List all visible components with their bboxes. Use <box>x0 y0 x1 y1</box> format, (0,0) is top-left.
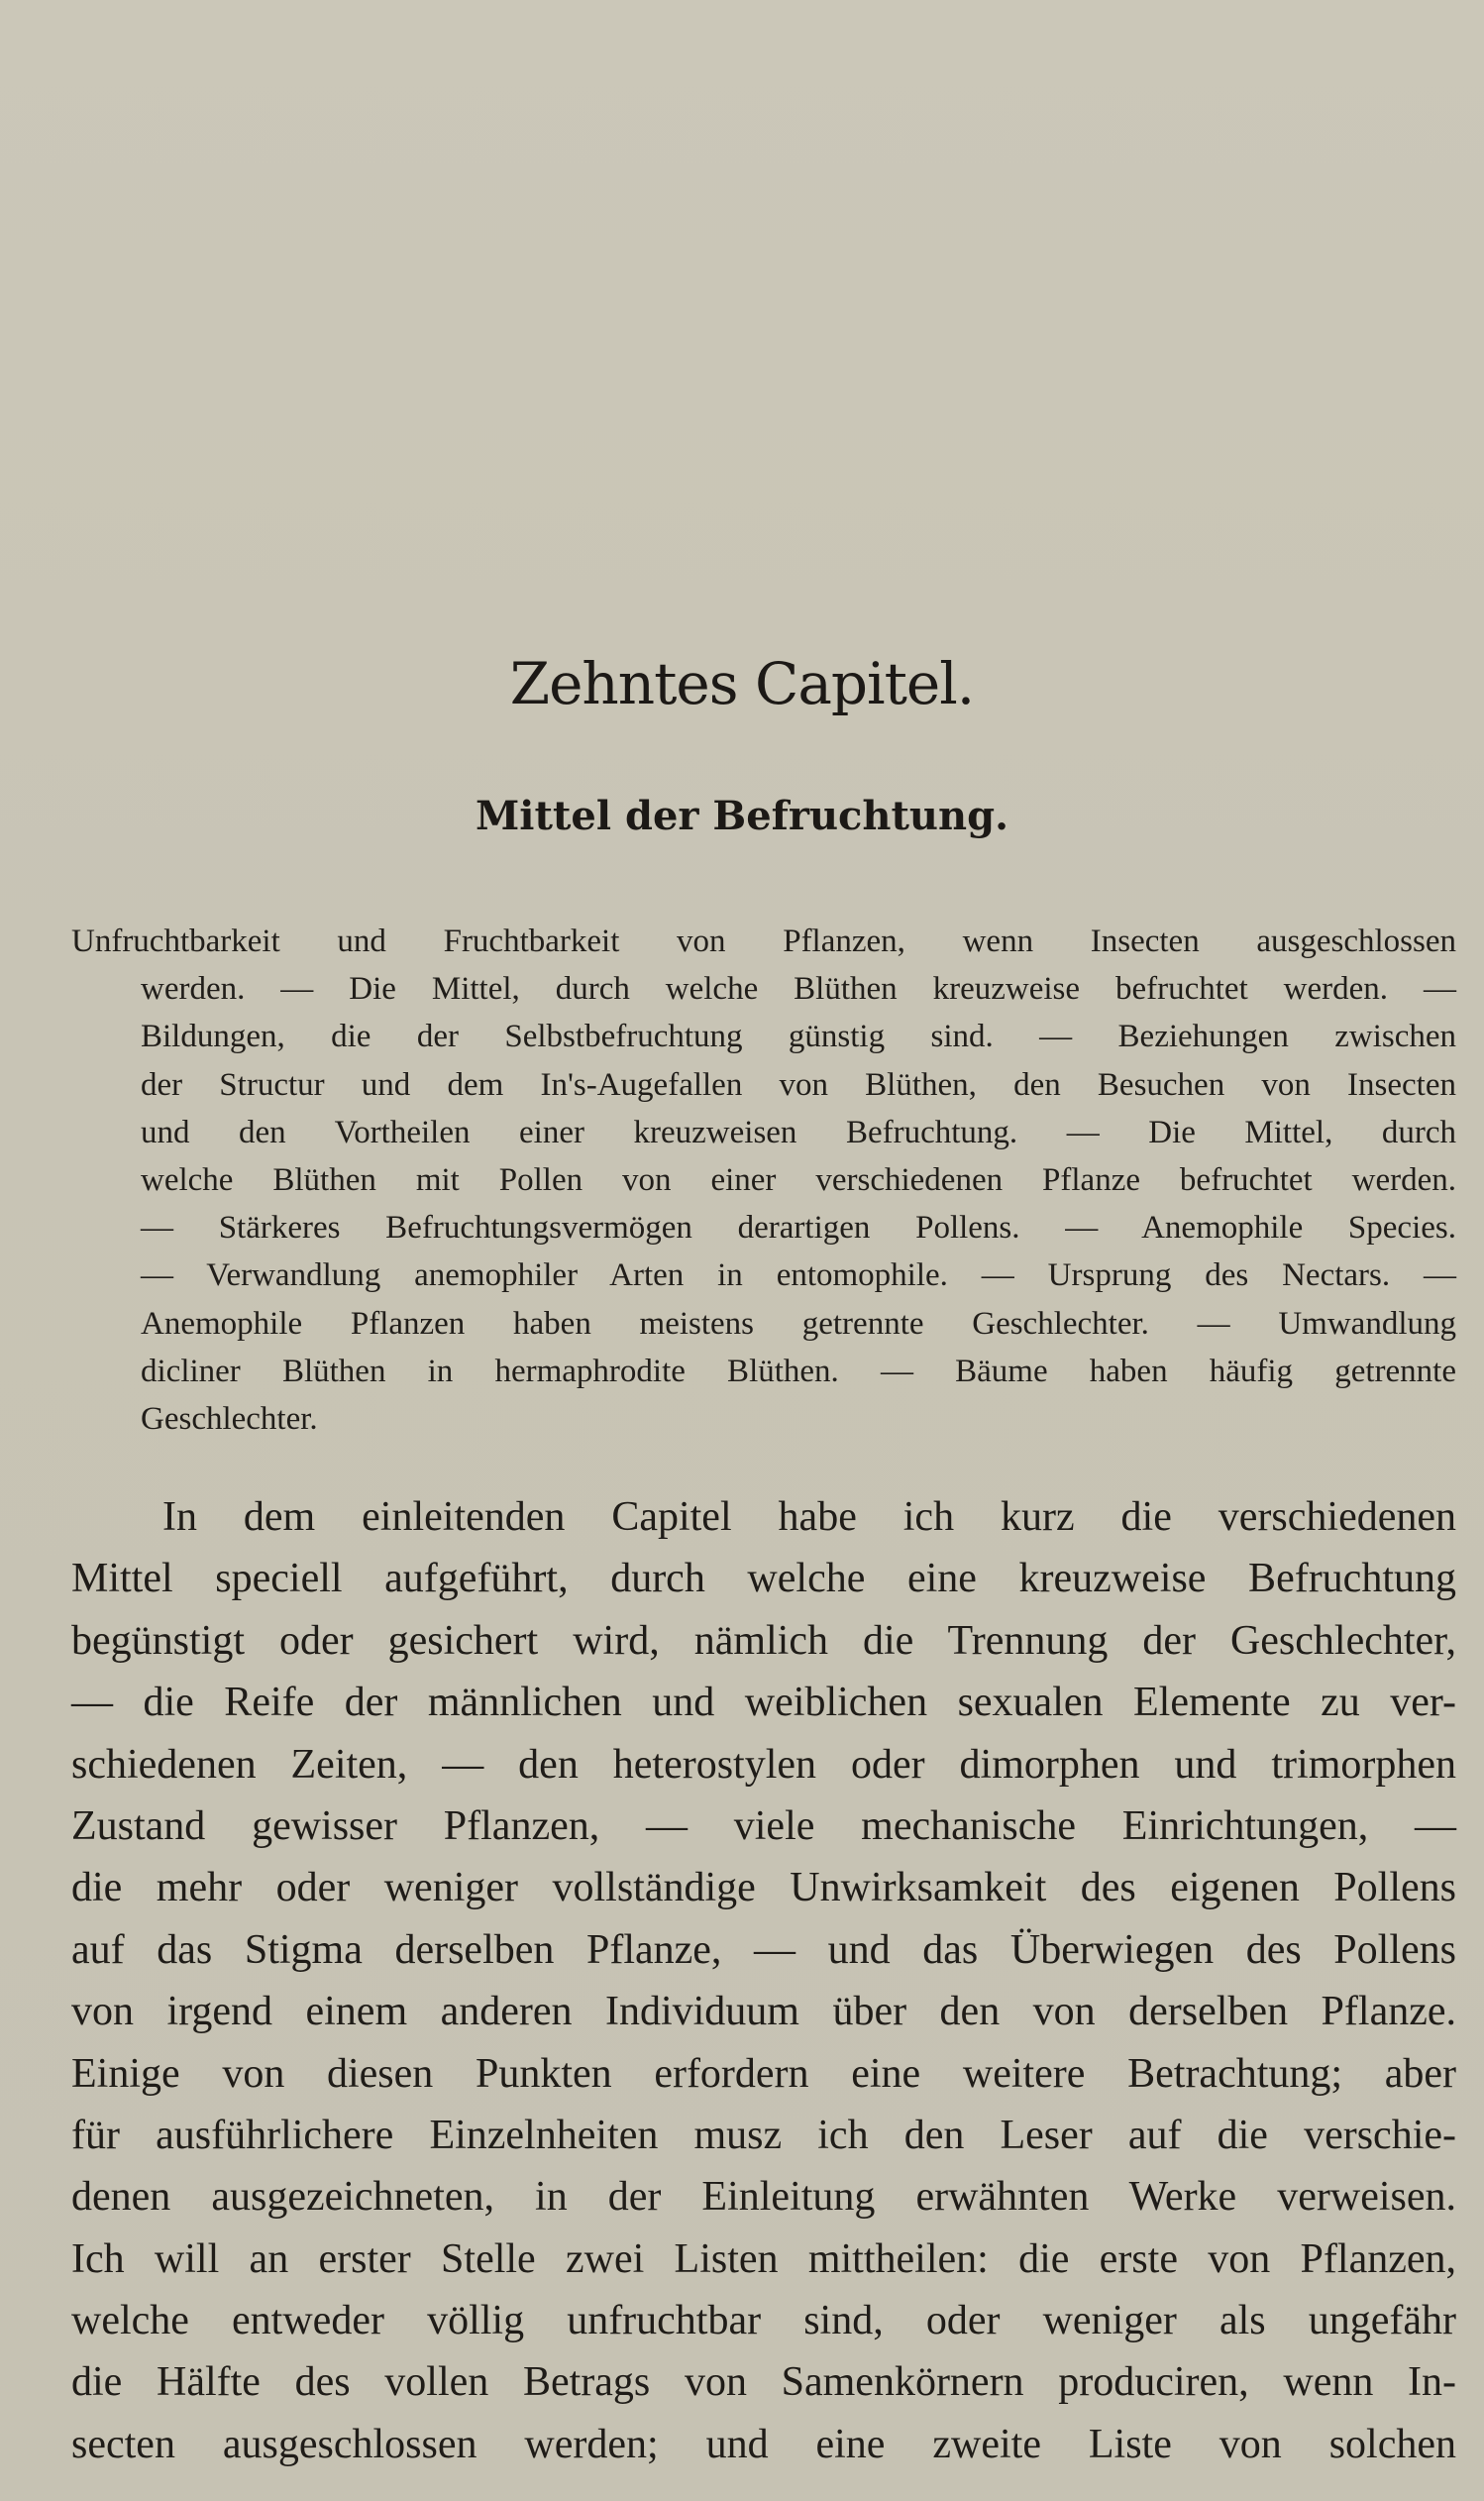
body-line: schiedenen Zeiten, — den heterostylen oder dimorphen und trimorphen <box>71 1741 1456 1788</box>
body-line: für ausführlichere Einzelnheiten musz ich den Leser auf die verschie- <box>71 2112 1456 2158</box>
summary-line: welche Blüthen mit Pollen von einer verschiedenen Pflanze befruchtet werden. <box>141 1161 1456 1198</box>
body-line: die mehr oder weniger vollständige Unwirksamkeit des eigenen Pollens <box>71 1865 1456 1911</box>
body-line: von irgend einem anderen Individuum über den von derselben Pflanze. <box>71 1989 1456 2035</box>
summary-line: — Verwandlung anemophiler Arten in entomophile. — Ursprung des Nectars. — <box>141 1257 1456 1294</box>
chapter-subtitle: Mittel der Befruchtung. <box>475 793 1008 839</box>
body-line: begünstigt oder gesichert wird, nämlich die Trennung der Geschlechter, <box>71 1617 1456 1664</box>
body-line: die Hälfte des vollen Betrags von Samenkörnern produciren, wenn In- <box>71 2359 1456 2406</box>
summary-line: Geschlechter. <box>141 1400 318 1437</box>
body-line: secten ausgeschlossen werden; und eine zweite Liste von solchen <box>71 2421 1456 2467</box>
chapter-title: Zehntes Capitel. <box>509 650 975 717</box>
body-line: welche entweder völlig unfruchtbar sind, oder weniger als ungefähr <box>71 2298 1456 2344</box>
summary-line: und den Vortheilen einer kreuzweisen Befruchtung. — Die Mittel, durch <box>141 1114 1456 1150</box>
body-line: Mittel speciell aufgeführt, durch welche eine kreuzweise Befruchtung <box>71 1556 1456 1602</box>
body-line: Zustand gewisser Pflanzen, — viele mechanische Einrichtungen, — <box>71 1802 1456 1849</box>
body-line: In dem einleitenden Capitel habe ich kurz die verschiedenen <box>162 1494 1456 1540</box>
body-line: — die Reife der männlichen und weiblichen sexualen Elemente zu ver- <box>71 1680 1456 1726</box>
chapter-summary <box>71 918 1456 1443</box>
summary-line: werden. — Die Mittel, durch welche Blüthen kreuzweise befruchtet werden. — <box>141 971 1456 1008</box>
summary-line: dicliner Blüthen in hermaphrodite Blüthen. — Bäume haben häufig getrennte <box>141 1353 1456 1389</box>
summary-line: Bildungen, die der Selbstbefruchtung günstig sind. — Beziehungen zwischen <box>141 1019 1456 1055</box>
body-paragraph <box>71 1486 1456 2475</box>
body-line: Ich will an erster Stelle zwei Listen mittheilen: die erste von Pflanzen, <box>71 2235 1456 2282</box>
summary-line: der Structur und dem In's-Augefallen von Blüthen, den Besuchen von Insecten <box>141 1066 1456 1103</box>
body-line: denen ausgezeichneten, in der Einleitung erwähnten Werke verweisen. <box>71 2174 1456 2221</box>
summary-line: — Stärkeres Befruchtungsvermögen derartigen Pollens. — Anemophile Species. <box>141 1210 1456 1247</box>
body-line: auf das Stigma derselben Pflanze, — und das Überwiegen des Pollens <box>71 1926 1456 1973</box>
body-line: Einige von diesen Punkten erfordern eine weitere Betrachtung; aber <box>71 2050 1456 2097</box>
summary-line: Unfruchtbarkeit und Fruchtbarkeit von Pflanzen, wenn Insecten ausgeschlossen <box>71 924 1456 959</box>
summary-line: Anemophile Pflanzen haben meistens getrennte Geschlechter. — Umwandlung <box>141 1305 1456 1342</box>
